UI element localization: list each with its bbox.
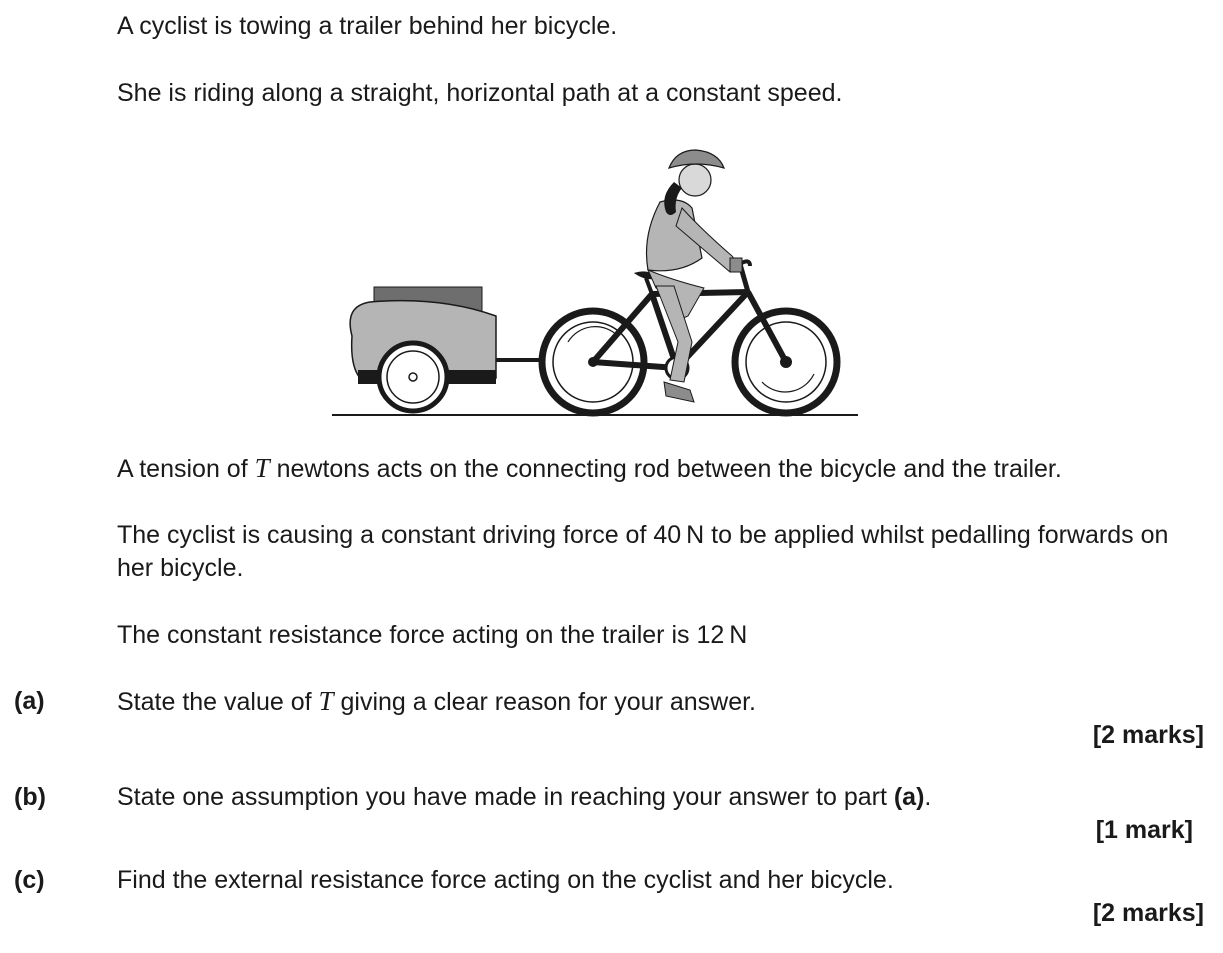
question-b-text: State one assumption you have made in reaching your answer to part (a).	[117, 783, 932, 811]
tension-symbol: T	[254, 453, 270, 483]
question-c-label: (c)	[14, 866, 45, 894]
driving-force-statement: The cyclist is causing a constant driving force of 40 N to be applied whilst pedalling forwards on her bicycle.	[117, 521, 1169, 582]
question-a-label: (a)	[14, 687, 45, 715]
resistance-statement: The constant resistance force acting on the trailer is 12 N	[117, 621, 748, 649]
cyclist-trailer-illustration	[330, 146, 860, 420]
question-c-text: Find the external resistance force acting on the cyclist and her bicycle.	[117, 866, 894, 894]
question-c-marks: [2 marks]	[1092, 899, 1204, 927]
part-reference: (a)	[893, 783, 925, 811]
intro-line-1: A cyclist is towing a trailer behind her bicycle.	[117, 12, 618, 40]
question-a-text: State the value of T giving a clear reason for your answer.	[117, 686, 756, 716]
intro-line-2: She is riding along a straight, horizontal path at a constant speed.	[117, 79, 843, 107]
question-b-marks: [1 mark]	[1095, 816, 1193, 844]
question-b-label: (b)	[14, 783, 46, 811]
tension-symbol: T	[318, 686, 334, 716]
question-a-marks: [2 marks]	[1092, 721, 1204, 749]
tension-statement: A tension of T newtons acts on the connecting rod between the bicycle and the trailer.	[117, 453, 1062, 483]
